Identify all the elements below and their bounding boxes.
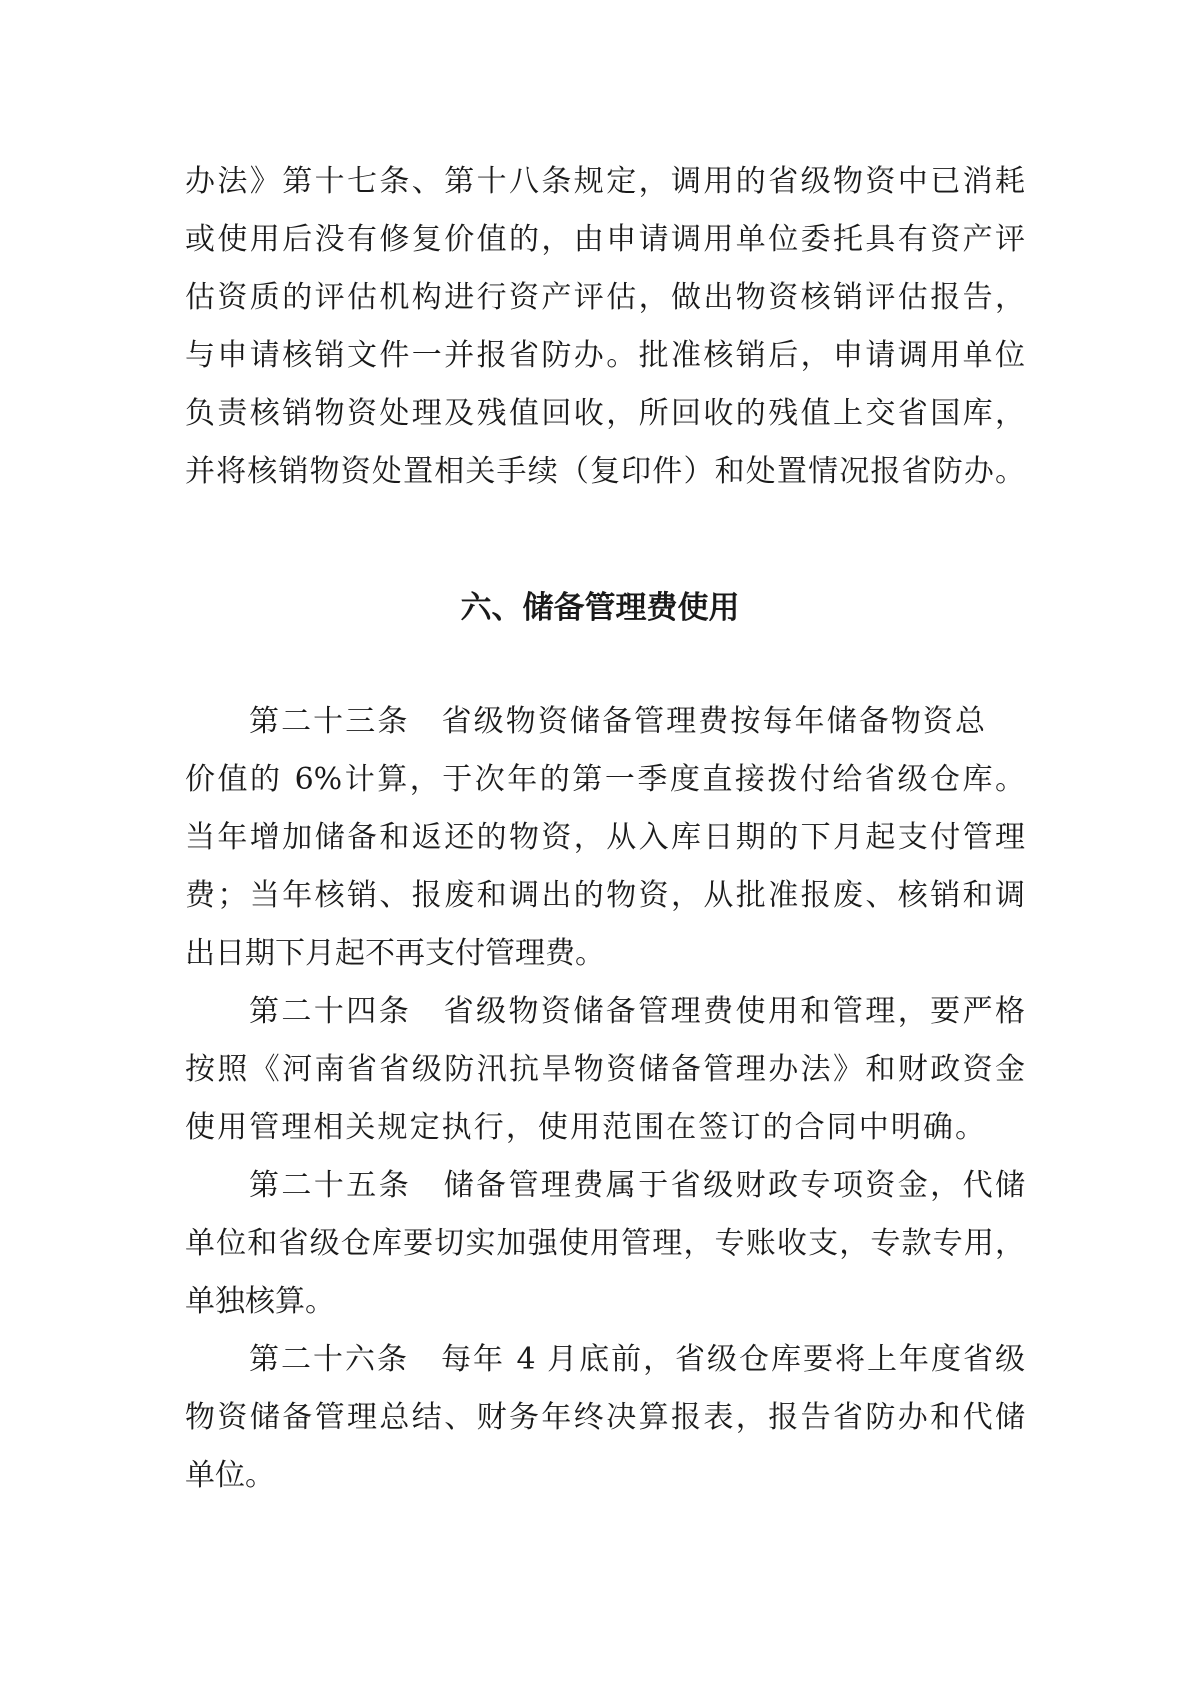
- article-23-line: 费；当年核销、报废和调出的物资，从批准报废、核销和调: [185, 878, 1025, 913]
- article-23-line: 当年增加储备和返还的物资，从入库日期的下月起支付管理: [185, 820, 1025, 855]
- article-23-line: 出日期下月起不再支付管理费。: [185, 936, 605, 971]
- paragraph-line: 估资质的评估机构进行资产评估，做出物资核销评估报告，: [185, 280, 1025, 315]
- article-25-line: 单独核算。: [185, 1284, 335, 1319]
- paragraph-line: 或使用后没有修复价值的，由申请调用单位委托具有资产评: [185, 222, 1025, 257]
- paragraph-line: 与申请核销文件一并报省防办。批准核销后，申请调用单位: [185, 338, 1025, 373]
- section-heading: 六、储备管理费使用: [460, 590, 740, 626]
- article-23-line: 第二十三条 省级物资储备管理费按每年储备物资总: [249, 704, 985, 739]
- article-24-line: 使用管理相关规定执行，使用范围在签订的合同中明确。: [185, 1110, 985, 1145]
- article-25-line: 第二十五条 储备管理费属于省级财政专项资金，代储: [249, 1168, 1025, 1203]
- paragraph-line: 办法》第十七条、第十八条规定，调用的省级物资中已消耗: [185, 164, 1025, 199]
- paragraph-line: 并将核销物资处置相关手续（复印件）和处置情况报省防办。: [185, 454, 1025, 489]
- article-23-line: 价值的 6%计算，于次年的第一季度直接拨付给省级仓库。: [185, 762, 1025, 797]
- article-26-line: 第二十六条 每年 4 月底前，省级仓库要将上年度省级: [249, 1342, 1025, 1377]
- article-26-line: 单位。: [185, 1458, 275, 1493]
- article-24-line: 按照《河南省省级防汛抗旱物资储备管理办法》和财政资金: [185, 1052, 1025, 1087]
- paragraph-line: 负责核销物资处理及残值回收，所回收的残值上交省国库，: [185, 396, 1025, 431]
- article-24-line: 第二十四条 省级物资储备管理费使用和管理，要严格: [249, 994, 1025, 1029]
- article-26-line: 物资储备管理总结、财务年终决算报表，报告省防办和代储: [185, 1400, 1025, 1435]
- article-25-line: 单位和省级仓库要切实加强使用管理，专账收支，专款专用，: [185, 1226, 1025, 1261]
